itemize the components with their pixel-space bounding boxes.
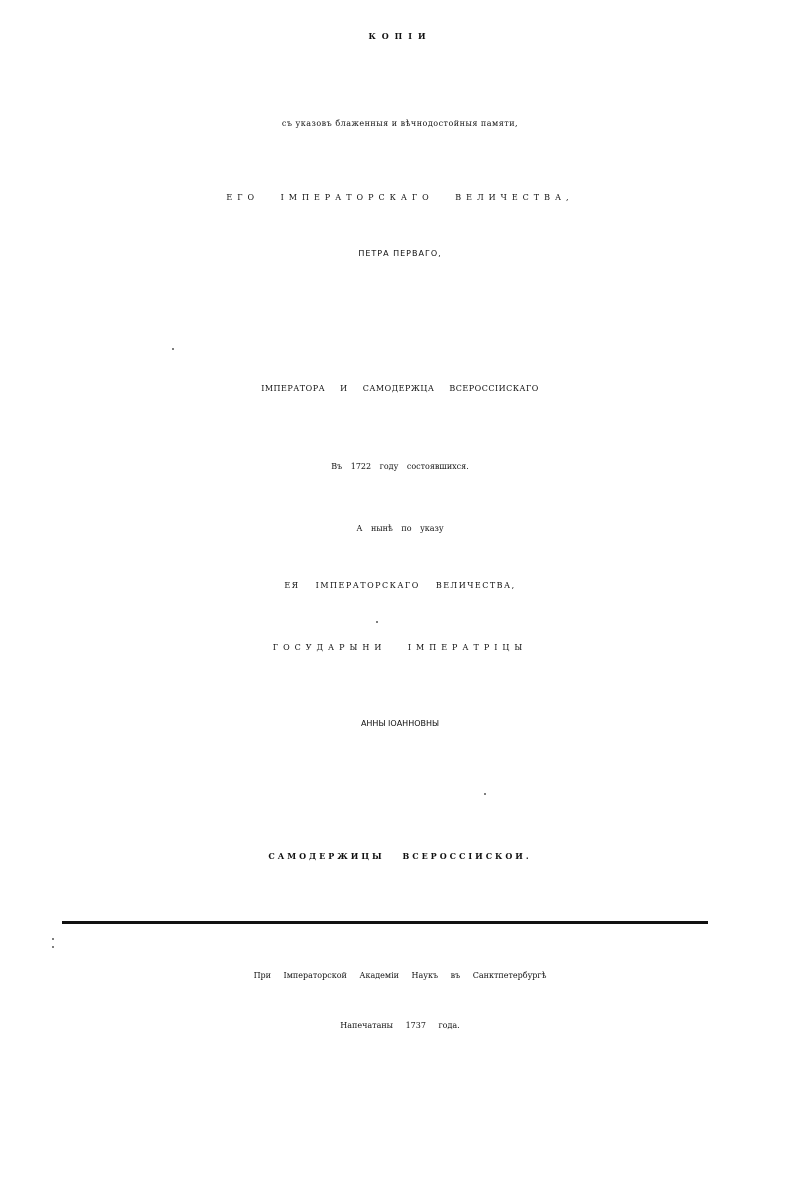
empress-title-line: САМОДЕРЖИЦЫ ВСЕРОССІИСКОИ. [268,851,532,861]
paper-speck [52,938,54,940]
horizontal-divider [62,921,708,924]
now-line: А нынѣ по указу [356,524,444,533]
majesty-line: ЕГО ІМПЕРАТОРСКАГО ВЕЛИЧЕСТВА, [226,193,574,202]
empress-name-heading: АННЫ ІОАННОВНЫ [360,719,440,728]
emperor-title-line: ІМПЕРАТОРА И САМОДЕРЖЦА ВСЕРОССІИСКАГО [261,384,539,393]
decree-subtitle: съ указовъ блаженныя и вѣчнодостойныя памяти, [281,119,519,128]
her-majesty-line: ЕЯ ІМПЕРАТОРСКАГО ВЕЛИЧЕСТВА, [284,581,516,590]
sovereign-line: ГОСУДАРЫНИ ІМПЕРАТРІЦЫ [272,643,528,652]
imprint-line: При Імператорской Академіи Наукъ въ Санктпетербургѣ [253,971,547,980]
paper-speck [484,793,486,795]
paper-speck [376,621,378,623]
printed-year-line: Напечатаны 1737 года. [340,1021,460,1030]
page-title: КОПІИ [368,31,432,41]
paper-speck [52,946,54,948]
emperor-name-heading: ПЕТРА ПЕРВАГО, [358,249,442,258]
paper-speck [172,348,174,350]
year-line: Въ 1722 году состоявшихся. [331,462,469,471]
